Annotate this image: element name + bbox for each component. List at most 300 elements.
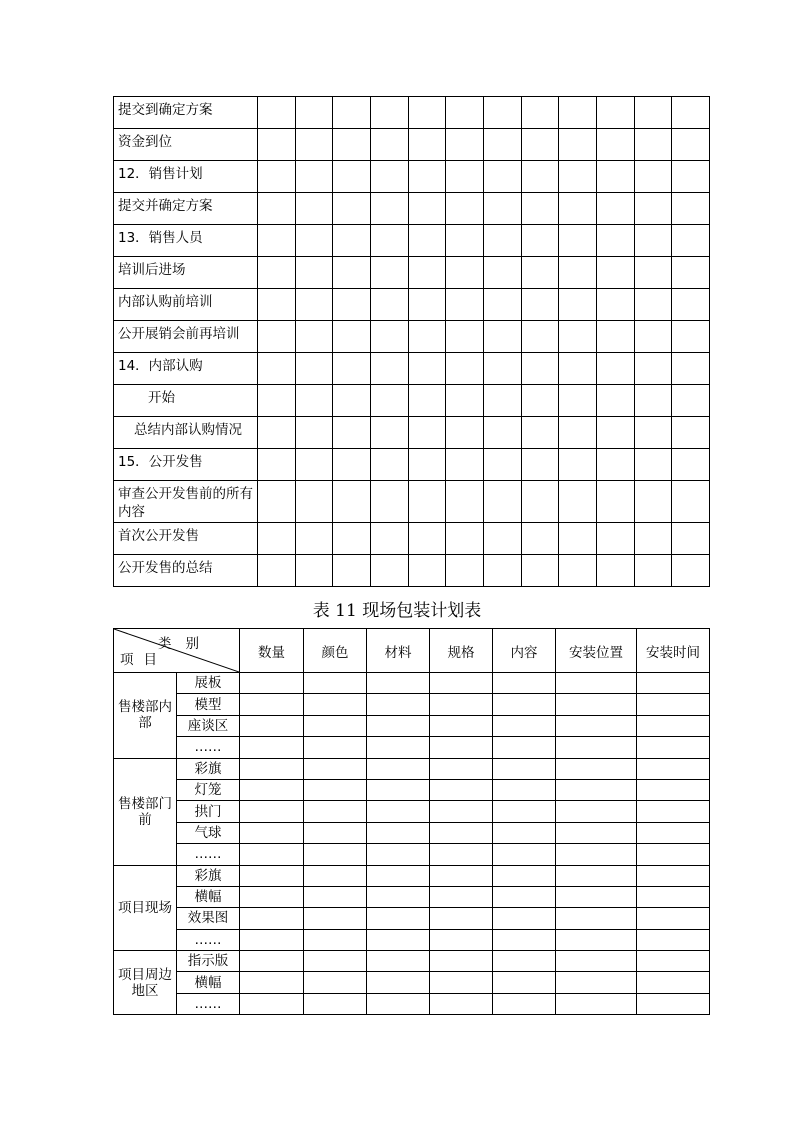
schedule-cell [634, 481, 672, 523]
table-cell [240, 993, 304, 1014]
table-cell [493, 908, 556, 929]
table-row [114, 886, 710, 907]
schedule-cell [333, 481, 371, 523]
schedule-cell [408, 129, 446, 161]
schedule-cell [446, 257, 484, 289]
table-row [114, 779, 710, 800]
header-cell: 安装位置 [556, 629, 637, 673]
group-label: 售楼部内部 [114, 673, 177, 759]
schedule-cell [408, 417, 446, 449]
item-label: 模型 [177, 694, 240, 715]
schedule-cell [446, 449, 484, 481]
schedule-cell [521, 225, 559, 257]
schedule-row [114, 129, 710, 161]
table-cell [430, 673, 493, 694]
table-cell [556, 929, 637, 950]
schedule-cell [521, 97, 559, 129]
schedule-cell [446, 523, 484, 555]
corner-header-cell [114, 629, 240, 673]
table-cell [493, 673, 556, 694]
schedule-cell [370, 353, 408, 385]
table-row [114, 822, 710, 843]
table-cell [430, 737, 493, 758]
schedule-table [113, 96, 710, 587]
schedule-row-label: 开始 [114, 385, 258, 417]
schedule-row-label: 12．销售计划 [114, 161, 258, 193]
table-cell [556, 886, 637, 907]
table-cell [556, 673, 637, 694]
table-cell [493, 865, 556, 886]
item-label: …… [177, 844, 240, 865]
schedule-cell [446, 289, 484, 321]
schedule-cell [333, 289, 371, 321]
table-cell [304, 951, 367, 972]
schedule-cell [559, 193, 597, 225]
schedule-row [114, 161, 710, 193]
schedule-cell [258, 225, 296, 257]
schedule-cell [446, 321, 484, 353]
schedule-cell [408, 353, 446, 385]
table-cell [240, 758, 304, 779]
item-label: 指示版 [177, 951, 240, 972]
table-cell [556, 737, 637, 758]
table-cell [367, 694, 430, 715]
schedule-cell [634, 523, 672, 555]
item-label: 效果图 [177, 908, 240, 929]
schedule-cell [370, 289, 408, 321]
table-cell [430, 951, 493, 972]
schedule-cell [634, 353, 672, 385]
schedule-cell [370, 449, 408, 481]
schedule-cell [521, 193, 559, 225]
table-cell [304, 972, 367, 993]
item-label: 彩旗 [177, 758, 240, 779]
table-cell [637, 908, 710, 929]
schedule-cell [370, 385, 408, 417]
table-cell [556, 972, 637, 993]
schedule-cell [370, 225, 408, 257]
schedule-cell [672, 481, 710, 523]
table-cell [367, 993, 430, 1014]
schedule-cell [295, 417, 333, 449]
item-label: 横幅 [177, 972, 240, 993]
table-cell [493, 993, 556, 1014]
schedule-cell [446, 97, 484, 129]
table-cell [430, 993, 493, 1014]
schedule-cell [634, 289, 672, 321]
table-row [114, 673, 710, 694]
schedule-cell [672, 417, 710, 449]
schedule-cell [634, 449, 672, 481]
table-cell [637, 993, 710, 1014]
table-cell [240, 929, 304, 950]
schedule-cell [559, 353, 597, 385]
table-cell [367, 737, 430, 758]
table-cell [304, 929, 367, 950]
schedule-cell [596, 129, 634, 161]
schedule-cell [672, 161, 710, 193]
schedule-cell [596, 257, 634, 289]
table-cell [240, 951, 304, 972]
table-cell [367, 865, 430, 886]
schedule-row [114, 481, 710, 523]
schedule-row [114, 555, 710, 587]
table-cell [637, 715, 710, 736]
schedule-cell [446, 555, 484, 587]
table-cell [556, 694, 637, 715]
table-cell [240, 779, 304, 800]
schedule-cell [370, 193, 408, 225]
schedule-cell [634, 257, 672, 289]
schedule-cell [408, 481, 446, 523]
header-row [114, 629, 710, 673]
schedule-cell [521, 523, 559, 555]
table-cell [493, 844, 556, 865]
item-label: …… [177, 929, 240, 950]
group-label: 项目现场 [114, 865, 177, 951]
table-row [114, 844, 710, 865]
schedule-cell [333, 225, 371, 257]
schedule-cell [483, 193, 521, 225]
schedule-cell [521, 449, 559, 481]
table-cell [240, 737, 304, 758]
schedule-cell [521, 289, 559, 321]
schedule-cell [521, 385, 559, 417]
schedule-cell [559, 385, 597, 417]
header-cell: 安装时间 [637, 629, 710, 673]
table-cell [304, 673, 367, 694]
corner-category-label: 类别 [158, 636, 213, 652]
schedule-cell [634, 225, 672, 257]
table-cell [304, 865, 367, 886]
table-cell [556, 758, 637, 779]
table-row [114, 993, 710, 1014]
header-cell: 规格 [430, 629, 493, 673]
header-cell: 颜色 [304, 629, 367, 673]
group-label: 项目周边地区 [114, 951, 177, 1015]
schedule-cell [559, 129, 597, 161]
table-cell [556, 844, 637, 865]
schedule-cell [483, 417, 521, 449]
schedule-row [114, 417, 710, 449]
schedule-cell [295, 481, 333, 523]
schedule-cell [408, 321, 446, 353]
table-cell [493, 694, 556, 715]
table-row [114, 737, 710, 758]
schedule-cell [408, 225, 446, 257]
schedule-cell [596, 385, 634, 417]
table-cell [367, 758, 430, 779]
schedule-cell [559, 555, 597, 587]
schedule-row-label: 审查公开发售前的所有内容 [114, 481, 258, 523]
table-cell [637, 822, 710, 843]
schedule-cell [408, 97, 446, 129]
table-cell [430, 972, 493, 993]
schedule-cell [258, 449, 296, 481]
table-cell [430, 715, 493, 736]
schedule-cell [672, 193, 710, 225]
schedule-cell [295, 449, 333, 481]
table-cell [637, 737, 710, 758]
schedule-cell [408, 193, 446, 225]
schedule-cell [295, 257, 333, 289]
item-label: 座谈区 [177, 715, 240, 736]
schedule-cell [446, 225, 484, 257]
schedule-cell [370, 129, 408, 161]
packaging-plan-table [113, 628, 710, 1015]
table-cell [493, 737, 556, 758]
schedule-cell [596, 555, 634, 587]
schedule-cell [596, 289, 634, 321]
schedule-cell [483, 321, 521, 353]
table-cell [493, 951, 556, 972]
schedule-cell [408, 161, 446, 193]
schedule-cell [258, 385, 296, 417]
schedule-cell [634, 193, 672, 225]
schedule-cell [634, 555, 672, 587]
schedule-cell [258, 97, 296, 129]
schedule-cell [370, 257, 408, 289]
table-cell [493, 779, 556, 800]
schedule-cell [634, 385, 672, 417]
schedule-cell [521, 129, 559, 161]
schedule-row-label: 14．内部认购 [114, 353, 258, 385]
table-cell [637, 929, 710, 950]
schedule-cell [672, 353, 710, 385]
schedule-cell [333, 523, 371, 555]
schedule-cell [370, 555, 408, 587]
schedule-cell [333, 417, 371, 449]
schedule-row-label: 内部认购前培训 [114, 289, 258, 321]
schedule-cell [521, 555, 559, 587]
schedule-cell [596, 225, 634, 257]
schedule-cell [483, 353, 521, 385]
header-cell: 数量 [240, 629, 304, 673]
table-cell [637, 865, 710, 886]
schedule-cell [295, 193, 333, 225]
schedule-cell [258, 481, 296, 523]
schedule-cell [408, 555, 446, 587]
schedule-cell [295, 289, 333, 321]
table-cell [240, 694, 304, 715]
schedule-cell [295, 321, 333, 353]
schedule-row [114, 225, 710, 257]
schedule-cell [596, 449, 634, 481]
schedule-row [114, 289, 710, 321]
table-cell [493, 929, 556, 950]
header-cell: 材料 [367, 629, 430, 673]
schedule-cell [258, 523, 296, 555]
table-cell [304, 737, 367, 758]
schedule-cell [333, 353, 371, 385]
table-cell [367, 801, 430, 822]
schedule-cell [333, 257, 371, 289]
schedule-cell [370, 417, 408, 449]
schedule-cell [559, 257, 597, 289]
table-cell [304, 844, 367, 865]
table-cell [637, 844, 710, 865]
table-cell [304, 715, 367, 736]
table-cell [637, 694, 710, 715]
table-cell [493, 886, 556, 907]
schedule-cell [370, 321, 408, 353]
table-cell [556, 801, 637, 822]
schedule-cell [559, 321, 597, 353]
schedule-cell [333, 555, 371, 587]
group-label: 售楼部门前 [114, 758, 177, 865]
table-cell [637, 758, 710, 779]
table-cell [637, 779, 710, 800]
item-label: 灯笼 [177, 779, 240, 800]
schedule-cell [258, 353, 296, 385]
schedule-cell [446, 193, 484, 225]
table-cell [430, 844, 493, 865]
schedule-cell [258, 161, 296, 193]
table-cell [304, 779, 367, 800]
table-cell [637, 951, 710, 972]
schedule-cell [521, 257, 559, 289]
schedule-cell [258, 193, 296, 225]
schedule-cell [258, 257, 296, 289]
table-cell [240, 822, 304, 843]
schedule-row [114, 257, 710, 289]
table-cell [367, 886, 430, 907]
schedule-cell [258, 417, 296, 449]
table-cell [240, 908, 304, 929]
schedule-cell [559, 97, 597, 129]
schedule-cell [634, 321, 672, 353]
table-cell [430, 779, 493, 800]
schedule-cell [559, 225, 597, 257]
table-cell [556, 993, 637, 1014]
schedule-row-label: 13．销售人员 [114, 225, 258, 257]
table-cell [556, 822, 637, 843]
schedule-cell [483, 97, 521, 129]
item-label: …… [177, 737, 240, 758]
schedule-row [114, 97, 710, 129]
schedule-cell [672, 97, 710, 129]
schedule-cell [596, 161, 634, 193]
table-cell [430, 694, 493, 715]
schedule-cell [333, 449, 371, 481]
schedule-cell [295, 97, 333, 129]
schedule-cell [483, 449, 521, 481]
schedule-cell [446, 417, 484, 449]
table-cell [367, 715, 430, 736]
schedule-cell [596, 523, 634, 555]
schedule-cell [672, 289, 710, 321]
item-label: 彩旗 [177, 865, 240, 886]
table-cell [430, 908, 493, 929]
table-row [114, 972, 710, 993]
schedule-cell [333, 97, 371, 129]
schedule-cell [483, 257, 521, 289]
schedule-cell [408, 385, 446, 417]
schedule-cell [672, 225, 710, 257]
table-row [114, 908, 710, 929]
table-cell [304, 822, 367, 843]
table-cell [367, 972, 430, 993]
item-label: 拱门 [177, 801, 240, 822]
table-row [114, 929, 710, 950]
table-cell [367, 673, 430, 694]
schedule-row-label: 总结内部认购情况 [114, 417, 258, 449]
table-row [114, 694, 710, 715]
schedule-row-label: 首次公开发售 [114, 523, 258, 555]
schedule-cell [596, 97, 634, 129]
table-cell [556, 951, 637, 972]
schedule-cell [408, 449, 446, 481]
table-cell [367, 779, 430, 800]
table-cell [637, 673, 710, 694]
schedule-cell [408, 257, 446, 289]
table-row [114, 801, 710, 822]
schedule-row-label: 15．公开发售 [114, 449, 258, 481]
table-cell [240, 715, 304, 736]
schedule-cell [446, 353, 484, 385]
item-label: 横幅 [177, 886, 240, 907]
schedule-cell [258, 321, 296, 353]
schedule-cell [333, 161, 371, 193]
schedule-cell [370, 481, 408, 523]
schedule-cell [634, 161, 672, 193]
table-cell [240, 844, 304, 865]
table-cell [556, 779, 637, 800]
schedule-cell [333, 193, 371, 225]
schedule-cell [672, 449, 710, 481]
schedule-row-label: 资金到位 [114, 129, 258, 161]
schedule-cell [483, 129, 521, 161]
schedule-row [114, 385, 710, 417]
schedule-cell [521, 417, 559, 449]
schedule-cell [672, 523, 710, 555]
schedule-cell [596, 481, 634, 523]
schedule-row-label: 提交并确定方案 [114, 193, 258, 225]
schedule-cell [295, 523, 333, 555]
schedule-row-label: 培训后进场 [114, 257, 258, 289]
schedule-cell [483, 555, 521, 587]
corner-item-label: 项目 [120, 652, 167, 668]
table-cell [493, 758, 556, 779]
schedule-row-label: 公开展销会前再培训 [114, 321, 258, 353]
schedule-cell [596, 193, 634, 225]
schedule-cell [295, 225, 333, 257]
table-row [114, 758, 710, 779]
table-cell [240, 972, 304, 993]
schedule-cell [521, 481, 559, 523]
schedule-cell [408, 523, 446, 555]
schedule-cell [672, 385, 710, 417]
table-cell [304, 886, 367, 907]
header-cell: 内容 [493, 629, 556, 673]
schedule-cell [559, 523, 597, 555]
table-cell [493, 972, 556, 993]
table-cell [367, 822, 430, 843]
schedule-cell [483, 481, 521, 523]
schedule-cell [634, 97, 672, 129]
table-cell [240, 865, 304, 886]
schedule-cell [333, 321, 371, 353]
table-cell [430, 886, 493, 907]
table-row [114, 715, 710, 736]
table-cell [493, 822, 556, 843]
schedule-cell [333, 385, 371, 417]
schedule-cell [521, 353, 559, 385]
table-cell [430, 865, 493, 886]
schedule-cell [295, 129, 333, 161]
table-cell [240, 673, 304, 694]
schedule-cell [446, 481, 484, 523]
